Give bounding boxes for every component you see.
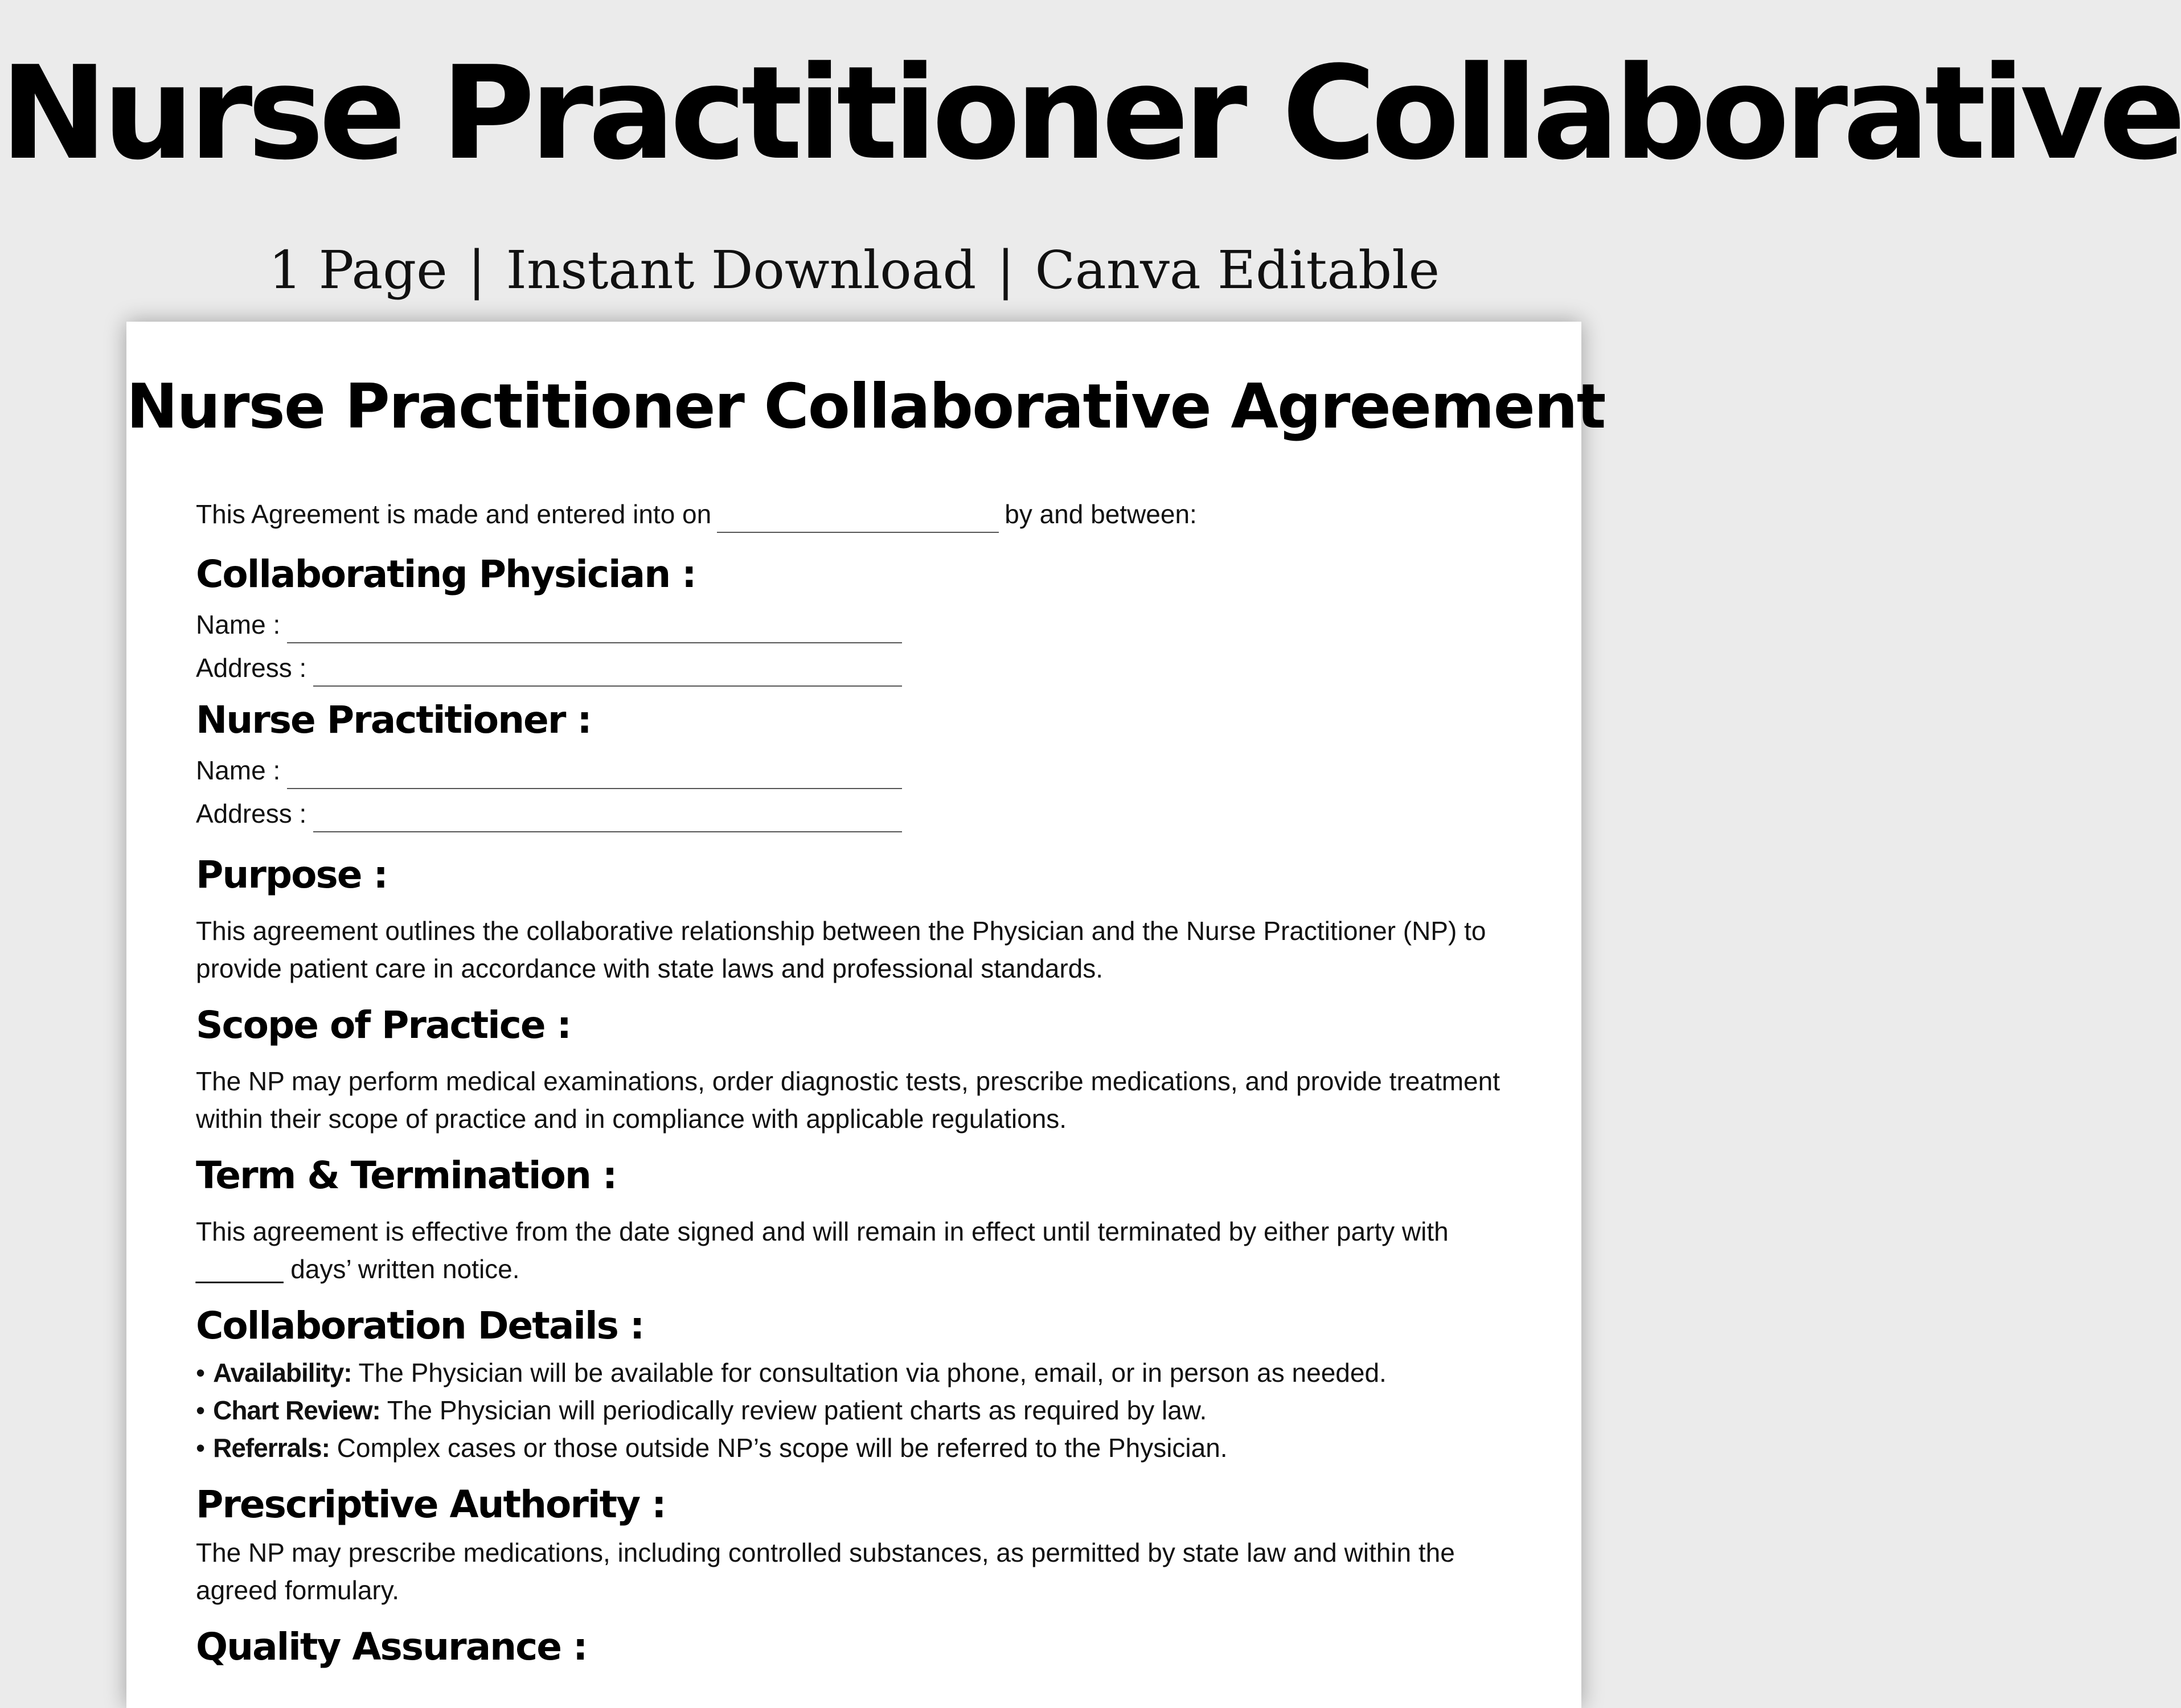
intro-text-end: by and between:	[1005, 499, 1197, 529]
address-label: Address :	[196, 653, 307, 683]
bullet-icon: •	[196, 1433, 206, 1463]
banner-title: Nurse Practitioner Collaborative	[0, 39, 2181, 188]
address-label: Address :	[196, 799, 307, 828]
term-heading: Term & Termination :	[196, 1153, 617, 1197]
list-item	[196, 1429, 1528, 1467]
intro-line	[196, 495, 1528, 533]
item-text: Complex cases or those outside NP’s scope will be referred to the Physician.	[329, 1433, 1228, 1463]
np-address-field[interactable]	[313, 802, 902, 832]
quality-heading: Quality Assurance :	[196, 1625, 587, 1669]
prescriptive-heading: Prescriptive Authority :	[196, 1483, 666, 1526]
bullet-icon: •	[196, 1358, 206, 1387]
feature-pages: 1 Page	[268, 240, 448, 301]
list-item	[196, 1391, 1528, 1429]
term-section	[196, 1150, 1528, 1288]
item-term: Chart Review:	[213, 1395, 380, 1425]
scope-section	[196, 1000, 1528, 1138]
item-term: Availability:	[213, 1358, 352, 1387]
prescriptive-section	[196, 1479, 1528, 1609]
np-heading: Nurse Practitioner :	[196, 698, 591, 742]
separator: |	[468, 240, 486, 301]
physician-heading: Collaborating Physician :	[196, 552, 696, 596]
physician-address-field[interactable]	[313, 656, 902, 687]
collaboration-heading: Collaboration Details :	[196, 1304, 644, 1348]
physician-name-field[interactable]	[287, 613, 902, 643]
purpose-text: This agreement outlines the collaborative relationship between the Physician and the Nurse Practitioner (NP) to provide patient care in accordance with state laws and professional standards.	[196, 916, 1486, 983]
collaboration-list	[196, 1354, 1528, 1467]
document-sheet	[126, 322, 1605, 1708]
item-text: The Physician will periodically review patient charts as required by law.	[380, 1395, 1207, 1425]
quality-section	[196, 1621, 1528, 1673]
physician-name-row	[196, 600, 902, 643]
np-name-field[interactable]	[287, 758, 902, 789]
banner-subtitle	[0, 236, 1708, 305]
document-title: Nurse Practitioner Collaborative Agreement	[126, 371, 1605, 442]
feature-editable: Canva Editable	[1035, 240, 1440, 301]
list-item	[196, 1354, 1528, 1391]
date-field[interactable]	[717, 500, 999, 533]
physician-address-row	[196, 643, 902, 687]
item-term: Referrals:	[213, 1433, 330, 1463]
prescriptive-text: The NP may prescribe medications, including controlled substances, as permitted by state law and within the agreed formulary.	[196, 1538, 1455, 1605]
term-text: This agreement is effective from the date signed and will remain in effect until terminated by either party with ______ days’ written notice.	[196, 1217, 1449, 1284]
np-name-row	[196, 746, 902, 789]
item-text: The Physician will be available for consultation via phone, email, or in person as needed.	[351, 1358, 1387, 1387]
separator: |	[997, 240, 1015, 301]
scope-text: The NP may perform medical examinations, order diagnostic tests, prescribe medications, and provide treatment within their scope of practice and in compliance with applicable regulations.	[196, 1066, 1500, 1134]
name-label: Name :	[196, 756, 281, 785]
feature-download: Instant Download	[506, 240, 977, 301]
document-content	[196, 495, 1528, 1673]
intro-text: This Agreement is made and entered into on	[196, 499, 712, 529]
purpose-heading: Purpose :	[196, 853, 387, 897]
scope-heading: Scope of Practice :	[196, 1003, 571, 1047]
name-label: Name :	[196, 610, 281, 639]
np-address-row	[196, 789, 902, 832]
purpose-section	[196, 849, 1528, 987]
collaboration-section	[196, 1300, 1528, 1467]
bullet-icon: •	[196, 1395, 206, 1425]
